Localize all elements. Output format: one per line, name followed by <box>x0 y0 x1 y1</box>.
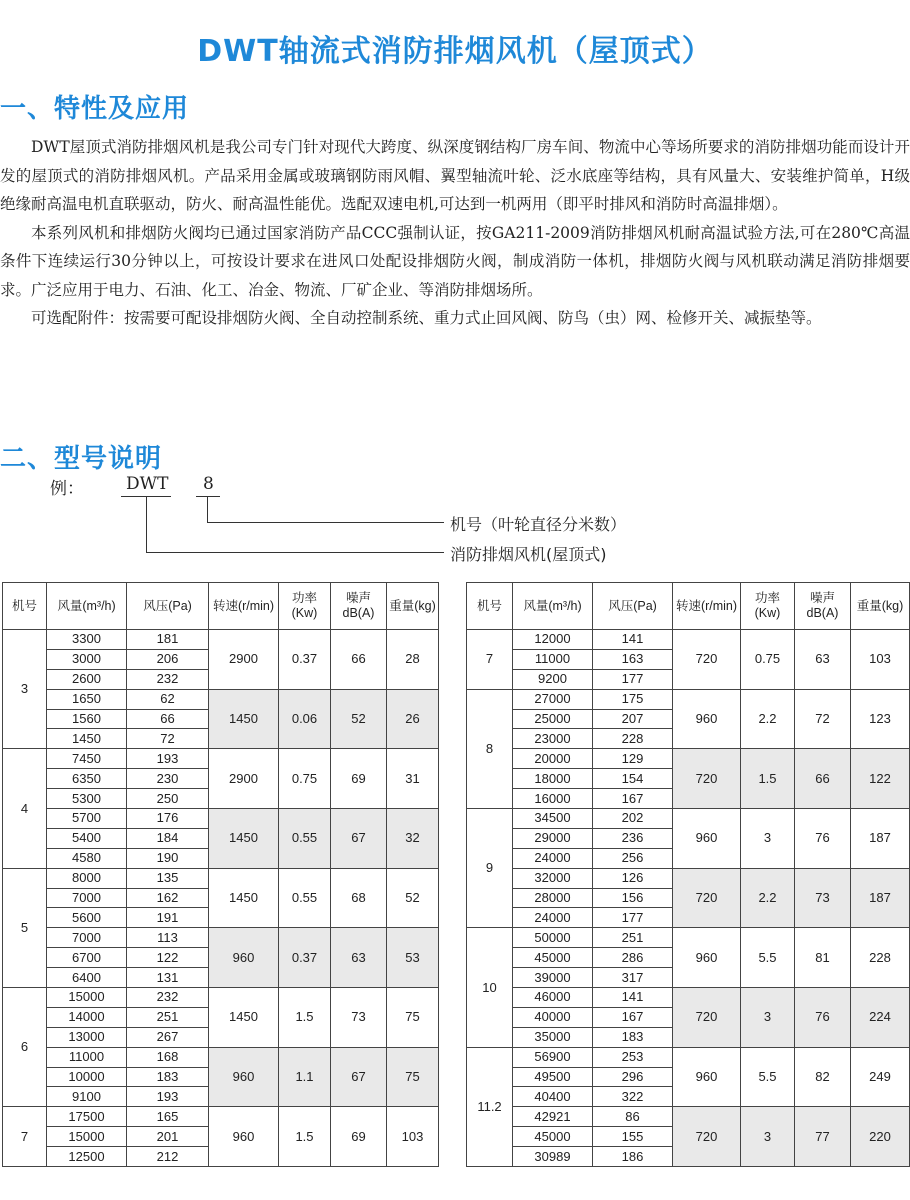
pressure-cell: 86 <box>593 1107 673 1127</box>
header-cell: 风量(m³/h) <box>47 583 127 630</box>
pressure-cell: 206 <box>127 649 209 669</box>
speed-cell: 1450 <box>209 868 279 928</box>
weight-cell: 31 <box>387 749 439 809</box>
model-code: DWT <box>126 474 169 494</box>
table-row <box>3 868 439 888</box>
pressure-cell: 122 <box>127 948 209 968</box>
pressure-cell: 251 <box>127 1007 209 1027</box>
pressure-cell: 175 <box>593 689 673 709</box>
weight-cell: 52 <box>387 868 439 928</box>
power-cell: 1.5 <box>279 988 331 1048</box>
airflow-cell: 15000 <box>47 988 127 1008</box>
pressure-cell: 236 <box>593 828 673 848</box>
table-row <box>467 749 910 769</box>
number-description: 机号（叶轮直径分米数） <box>450 515 627 534</box>
pressure-cell: 156 <box>593 888 673 908</box>
pressure-cell: 177 <box>593 669 673 689</box>
pressure-cell: 129 <box>593 749 673 769</box>
noise-cell: 66 <box>331 630 387 690</box>
pressure-cell: 113 <box>127 928 209 948</box>
weight-cell: 75 <box>387 1047 439 1107</box>
code-leader-v <box>146 497 147 553</box>
airflow-cell: 9100 <box>47 1087 127 1107</box>
speed-cell: 960 <box>673 809 741 869</box>
model-number-cell: 10 <box>467 928 513 1047</box>
airflow-cell: 1650 <box>47 689 127 709</box>
pressure-cell: 232 <box>127 988 209 1008</box>
pressure-cell: 201 <box>127 1127 209 1147</box>
table-row <box>467 928 910 948</box>
table-row <box>3 928 439 948</box>
airflow-cell: 5300 <box>47 789 127 809</box>
airflow-cell: 7000 <box>47 928 127 948</box>
airflow-cell: 45000 <box>513 1127 593 1147</box>
pressure-cell: 256 <box>593 848 673 868</box>
header-cell: 重量(kg) <box>387 583 439 630</box>
speed-cell: 960 <box>209 1047 279 1107</box>
pressure-cell: 202 <box>593 809 673 829</box>
pressure-cell: 286 <box>593 948 673 968</box>
table-row <box>3 689 439 709</box>
airflow-cell: 49500 <box>513 1067 593 1087</box>
speed-cell: 960 <box>209 1107 279 1167</box>
power-cell: 5.5 <box>741 928 795 988</box>
speed-cell: 720 <box>673 749 741 809</box>
airflow-cell: 56900 <box>513 1047 593 1067</box>
noise-cell: 69 <box>331 749 387 809</box>
pressure-cell: 253 <box>593 1047 673 1067</box>
pressure-cell: 141 <box>593 630 673 650</box>
power-cell: 2.2 <box>741 689 795 749</box>
header-cell: 机号 <box>467 583 513 630</box>
pressure-cell: 230 <box>127 769 209 789</box>
airflow-cell: 40400 <box>513 1087 593 1107</box>
table-header-row <box>467 583 910 630</box>
paragraph-1: DWT屋顶式消防排烟风机是我公司专门针对现代大跨度、纵深度钢结构厂房车间、物流中心等场所要求的消防排烟功能而设计开发的屋顶式的消防排烟风机。产品采用金属或玻璃钢防雨风帽、翼型轴流叶轮、泛水底座等结构，具有风量大、安装维护简单，H级绝缘耐高温电机直联驱动，防火、耐高温性能优。选配双速电机,可达到一机两用（即平时排风和消防时高温排烟）。 <box>0 138 910 213</box>
header-cell: 机号 <box>3 583 47 630</box>
model-number-cell: 7 <box>467 630 513 690</box>
pressure-cell: 184 <box>127 828 209 848</box>
pressure-cell: 163 <box>593 649 673 669</box>
airflow-cell: 35000 <box>513 1027 593 1047</box>
table-row <box>3 1107 439 1127</box>
pressure-cell: 267 <box>127 1027 209 1047</box>
model-number-cell: 6 <box>3 988 47 1107</box>
table-row <box>467 988 910 1008</box>
pressure-cell: 207 <box>593 709 673 729</box>
pressure-cell: 126 <box>593 868 673 888</box>
power-cell: 1.1 <box>279 1047 331 1107</box>
speed-cell: 1450 <box>209 988 279 1048</box>
pressure-cell: 72 <box>127 729 209 749</box>
airflow-cell: 25000 <box>513 709 593 729</box>
table-row <box>467 1047 910 1067</box>
power-cell: 0.55 <box>279 868 331 928</box>
header-cell: 功率 (Kw) <box>741 583 795 630</box>
speed-cell: 720 <box>673 630 741 690</box>
pressure-cell: 167 <box>593 789 673 809</box>
pressure-cell: 251 <box>593 928 673 948</box>
number-underline <box>196 496 220 497</box>
model-number-cell: 11.2 <box>467 1047 513 1166</box>
power-cell: 0.06 <box>279 689 331 749</box>
weight-cell: 123 <box>851 689 910 749</box>
model-number-cell: 5 <box>3 868 47 987</box>
noise-cell: 82 <box>795 1047 851 1107</box>
airflow-cell: 12500 <box>47 1147 127 1167</box>
airflow-cell: 17500 <box>47 1107 127 1127</box>
power-cell: 3 <box>741 1107 795 1167</box>
speed-cell: 720 <box>673 1107 741 1167</box>
pressure-cell: 131 <box>127 968 209 988</box>
airflow-cell: 8000 <box>47 868 127 888</box>
weight-cell: 249 <box>851 1047 910 1107</box>
noise-cell: 52 <box>331 689 387 749</box>
pressure-cell: 155 <box>593 1127 673 1147</box>
airflow-cell: 16000 <box>513 789 593 809</box>
paragraph-2: 本系列风机和排烟防火阀均已通过国家消防产品CCC强制认证，按GA211-2009消防排烟风机耐高温试验方法,可在280℃高温条件下连续运行30分钟以上，可按设计要求在进风口处配设排烟防火阀，制成消防一体机，排烟防火阀与风机联动满足消防排烟要求。广泛应用于电力、石油、化工、冶金、物流、厂矿企业、等消防排烟场所。 <box>0 223 910 299</box>
weight-cell: 26 <box>387 689 439 749</box>
pressure-cell: 322 <box>593 1087 673 1107</box>
power-cell: 0.75 <box>279 749 331 809</box>
pressure-cell: 193 <box>127 749 209 769</box>
weight-cell: 122 <box>851 749 910 809</box>
airflow-cell: 42921 <box>513 1107 593 1127</box>
speed-cell: 720 <box>673 988 741 1048</box>
noise-cell: 73 <box>795 868 851 928</box>
section-heading-model: 二、型号说明 <box>0 444 163 474</box>
weight-cell: 220 <box>851 1107 910 1167</box>
noise-cell: 73 <box>331 988 387 1048</box>
speed-cell: 2900 <box>209 630 279 690</box>
airflow-cell: 5400 <box>47 828 127 848</box>
table-row <box>467 868 910 888</box>
spec-table-right <box>466 582 910 1167</box>
noise-cell: 69 <box>331 1107 387 1167</box>
airflow-cell: 7450 <box>47 749 127 769</box>
header-cell: 转速(r/min) <box>209 583 279 630</box>
airflow-cell: 6400 <box>47 968 127 988</box>
pressure-cell: 250 <box>127 789 209 809</box>
features-text <box>0 133 910 333</box>
weight-cell: 228 <box>851 928 910 988</box>
speed-cell: 960 <box>673 1047 741 1107</box>
noise-cell: 81 <box>795 928 851 988</box>
example-label: 例： <box>50 479 84 499</box>
power-cell: 0.37 <box>279 928 331 988</box>
airflow-cell: 13000 <box>47 1027 127 1047</box>
number-leader-h <box>207 522 444 523</box>
table-row <box>467 1107 910 1127</box>
airflow-cell: 7000 <box>47 888 127 908</box>
speed-cell: 960 <box>673 689 741 749</box>
pressure-cell: 296 <box>593 1067 673 1087</box>
pressure-cell: 154 <box>593 769 673 789</box>
speed-cell: 720 <box>673 868 741 928</box>
airflow-cell: 15000 <box>47 1127 127 1147</box>
pressure-cell: 183 <box>127 1067 209 1087</box>
airflow-cell: 46000 <box>513 988 593 1008</box>
airflow-cell: 28000 <box>513 888 593 908</box>
pressure-cell: 168 <box>127 1047 209 1067</box>
airflow-cell: 32000 <box>513 868 593 888</box>
pressure-cell: 162 <box>127 888 209 908</box>
pressure-cell: 191 <box>127 908 209 928</box>
airflow-cell: 40000 <box>513 1007 593 1027</box>
power-cell: 1.5 <box>279 1107 331 1167</box>
model-number-cell: 9 <box>467 809 513 928</box>
airflow-cell: 24000 <box>513 908 593 928</box>
header-cell: 噪声 dB(A) <box>795 583 851 630</box>
weight-cell: 75 <box>387 988 439 1048</box>
speed-cell: 960 <box>673 928 741 988</box>
airflow-cell: 23000 <box>513 729 593 749</box>
weight-cell: 53 <box>387 928 439 988</box>
model-number-cell: 4 <box>3 749 47 868</box>
noise-cell: 76 <box>795 988 851 1048</box>
power-cell: 0.37 <box>279 630 331 690</box>
noise-cell: 63 <box>795 630 851 690</box>
power-cell: 1.5 <box>741 749 795 809</box>
header-cell: 重量(kg) <box>851 583 910 630</box>
noise-cell: 66 <box>795 749 851 809</box>
noise-cell: 67 <box>331 809 387 869</box>
airflow-cell: 3000 <box>47 649 127 669</box>
airflow-cell: 12000 <box>513 630 593 650</box>
airflow-cell: 11000 <box>47 1047 127 1067</box>
airflow-cell: 14000 <box>47 1007 127 1027</box>
pressure-cell: 141 <box>593 988 673 1008</box>
airflow-cell: 20000 <box>513 749 593 769</box>
speed-cell: 1450 <box>209 809 279 869</box>
header-cell: 风压(Pa) <box>127 583 209 630</box>
pressure-cell: 176 <box>127 809 209 829</box>
airflow-cell: 1560 <box>47 709 127 729</box>
pressure-cell: 183 <box>593 1027 673 1047</box>
header-cell: 风压(Pa) <box>593 583 673 630</box>
pressure-cell: 177 <box>593 908 673 928</box>
header-cell: 风量(m³/h) <box>513 583 593 630</box>
noise-cell: 68 <box>331 868 387 928</box>
model-number-cell: 8 <box>467 689 513 808</box>
model-number: 8 <box>203 474 214 494</box>
table-row <box>467 689 910 709</box>
page-title: DWT轴流式消防排烟风机（屋顶式） <box>197 34 713 69</box>
table-row <box>3 1047 439 1067</box>
airflow-cell: 3300 <box>47 630 127 650</box>
airflow-cell: 34500 <box>513 809 593 829</box>
table-row <box>467 630 910 650</box>
weight-cell: 187 <box>851 809 910 869</box>
speed-cell: 1450 <box>209 689 279 749</box>
table-row <box>3 630 439 650</box>
airflow-cell: 6350 <box>47 769 127 789</box>
paragraph-3: 可选配附件：按需要可配设排烟防火阀、全自动控制系统、重力式止回风阀、防鸟（虫）网、检修开关、减振垫等。 <box>31 309 822 327</box>
airflow-cell: 24000 <box>513 848 593 868</box>
pressure-cell: 212 <box>127 1147 209 1167</box>
spec-table-left <box>2 582 439 1167</box>
pressure-cell: 186 <box>593 1147 673 1167</box>
table-header-row <box>3 583 439 630</box>
airflow-cell: 4580 <box>47 848 127 868</box>
pressure-cell: 181 <box>127 630 209 650</box>
airflow-cell: 5700 <box>47 809 127 829</box>
model-number-cell: 3 <box>3 630 47 749</box>
power-cell: 0.75 <box>741 630 795 690</box>
airflow-cell: 29000 <box>513 828 593 848</box>
header-cell: 噪声 dB(A) <box>331 583 387 630</box>
airflow-cell: 6700 <box>47 948 127 968</box>
noise-cell: 67 <box>331 1047 387 1107</box>
table-row <box>3 749 439 769</box>
number-leader-v <box>207 497 208 523</box>
airflow-cell: 45000 <box>513 948 593 968</box>
pressure-cell: 232 <box>127 669 209 689</box>
pressure-cell: 62 <box>127 689 209 709</box>
weight-cell: 28 <box>387 630 439 690</box>
pressure-cell: 317 <box>593 968 673 988</box>
weight-cell: 32 <box>387 809 439 869</box>
weight-cell: 187 <box>851 868 910 928</box>
airflow-cell: 30989 <box>513 1147 593 1167</box>
pressure-cell: 228 <box>593 729 673 749</box>
airflow-cell: 27000 <box>513 689 593 709</box>
power-cell: 0.55 <box>279 809 331 869</box>
weight-cell: 103 <box>387 1107 439 1167</box>
airflow-cell: 9200 <box>513 669 593 689</box>
pressure-cell: 193 <box>127 1087 209 1107</box>
airflow-cell: 2600 <box>47 669 127 689</box>
code-leader-h <box>146 552 444 553</box>
pressure-cell: 66 <box>127 709 209 729</box>
table-row <box>3 809 439 829</box>
table-row <box>467 809 910 829</box>
header-cell: 转速(r/min) <box>673 583 741 630</box>
airflow-cell: 11000 <box>513 649 593 669</box>
weight-cell: 224 <box>851 988 910 1048</box>
power-cell: 3 <box>741 809 795 869</box>
airflow-cell: 10000 <box>47 1067 127 1087</box>
section-heading-features: 一、特性及应用 <box>0 94 190 124</box>
pressure-cell: 135 <box>127 868 209 888</box>
airflow-cell: 5600 <box>47 908 127 928</box>
pressure-cell: 190 <box>127 848 209 868</box>
noise-cell: 76 <box>795 809 851 869</box>
pressure-cell: 165 <box>127 1107 209 1127</box>
noise-cell: 63 <box>331 928 387 988</box>
speed-cell: 2900 <box>209 749 279 809</box>
power-cell: 3 <box>741 988 795 1048</box>
model-number-cell: 7 <box>3 1107 47 1167</box>
noise-cell: 77 <box>795 1107 851 1167</box>
code-description: 消防排烟风机(屋顶式) <box>450 545 607 564</box>
airflow-cell: 50000 <box>513 928 593 948</box>
pressure-cell: 167 <box>593 1007 673 1027</box>
airflow-cell: 18000 <box>513 769 593 789</box>
noise-cell: 72 <box>795 689 851 749</box>
weight-cell: 103 <box>851 630 910 690</box>
header-cell: 功率 (Kw) <box>279 583 331 630</box>
power-cell: 5.5 <box>741 1047 795 1107</box>
airflow-cell: 1450 <box>47 729 127 749</box>
airflow-cell: 39000 <box>513 968 593 988</box>
power-cell: 2.2 <box>741 868 795 928</box>
speed-cell: 960 <box>209 928 279 988</box>
table-row <box>3 988 439 1008</box>
